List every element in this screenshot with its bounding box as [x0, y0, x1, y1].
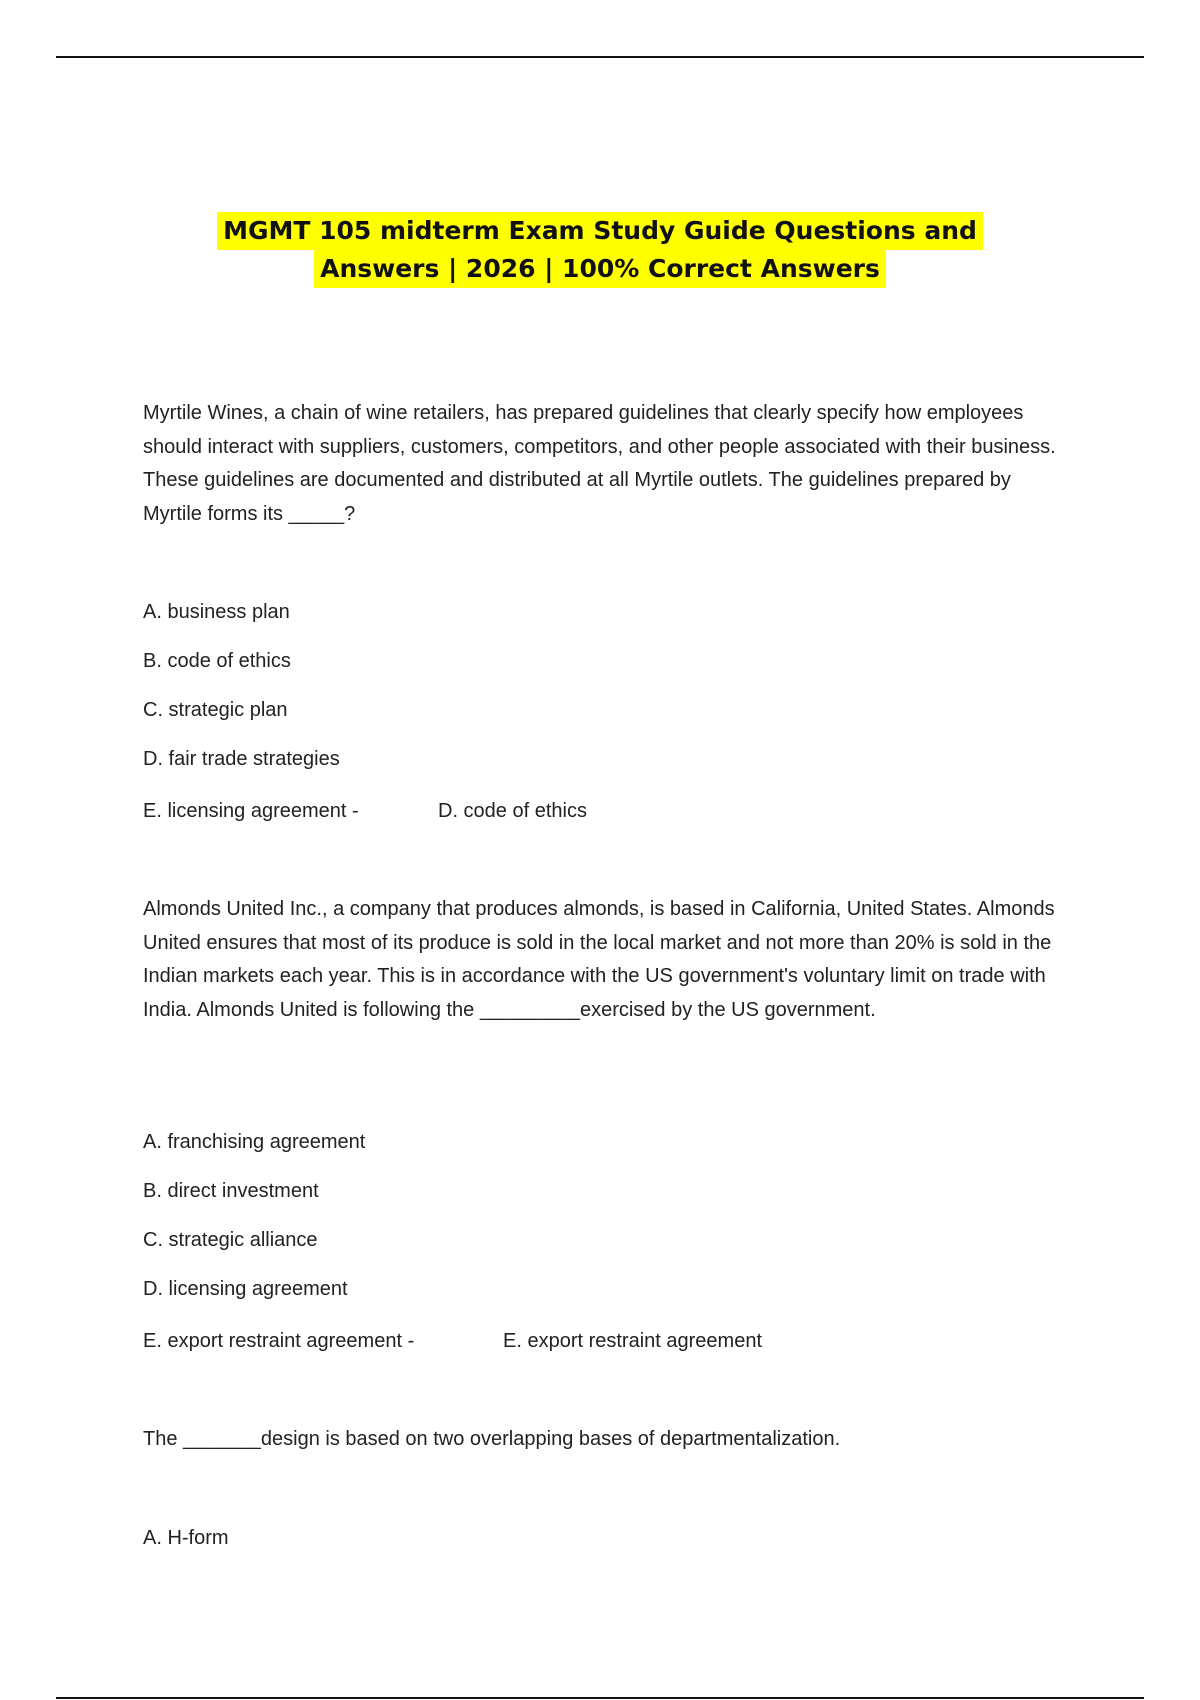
- question-1-text: Myrtile Wines, a chain of wine retailers, has prepared guidelines that clearly specify how employees should interact with suppliers, customers, competitors, and other people associated with their business. These guidelines are documented and distributed at all Myrtile outlets. The guidelines prepared by Myrtile forms its _____?: [143, 402, 1056, 525]
- question-2-answer: E. export restraint agreement: [503, 1330, 763, 1352]
- question-2-option-d: D. licensing agreement: [143, 1278, 348, 1300]
- question-2-option-b: B. direct investment: [143, 1180, 319, 1202]
- document-title: [0, 212, 1200, 288]
- question-1-option-a: A. business plan: [143, 601, 290, 623]
- question-1-option-b: B. code of ethics: [143, 650, 291, 672]
- title-line-2: Answers | 2026 | 100% Correct Answers: [314, 250, 886, 288]
- question-3-option-a: A. H-form: [143, 1527, 229, 1549]
- question-2-option-e: E. export restraint agreement -: [143, 1330, 415, 1352]
- question-2-option-a: A. franchising agreement: [143, 1131, 366, 1153]
- question-1-option-c: C. strategic plan: [143, 699, 288, 721]
- header-rule: [56, 56, 1144, 58]
- footer-rule: [56, 1697, 1144, 1699]
- title-line-1: MGMT 105 midterm Exam Study Guide Questions and: [217, 212, 983, 250]
- question-2-option-c: C. strategic alliance: [143, 1229, 318, 1251]
- question-1-option-d: D. fair trade strategies: [143, 748, 340, 770]
- question-1-answer: D. code of ethics: [438, 800, 587, 822]
- question-3-text: The _______design is based on two overlapping bases of departmentalization.: [143, 1428, 841, 1450]
- question-1-option-e: E. licensing agreement -: [143, 800, 359, 822]
- question-2-text: Almonds United Inc., a company that produces almonds, is based in California, United States. Almonds United ensures that most of its produce is sold in the local market and not more than 20% is sold in the Indian markets each year. This is in accordance with the US government's voluntary limit on trade with India. Almonds United is following the _________exercised by the US government.: [143, 898, 1055, 1021]
